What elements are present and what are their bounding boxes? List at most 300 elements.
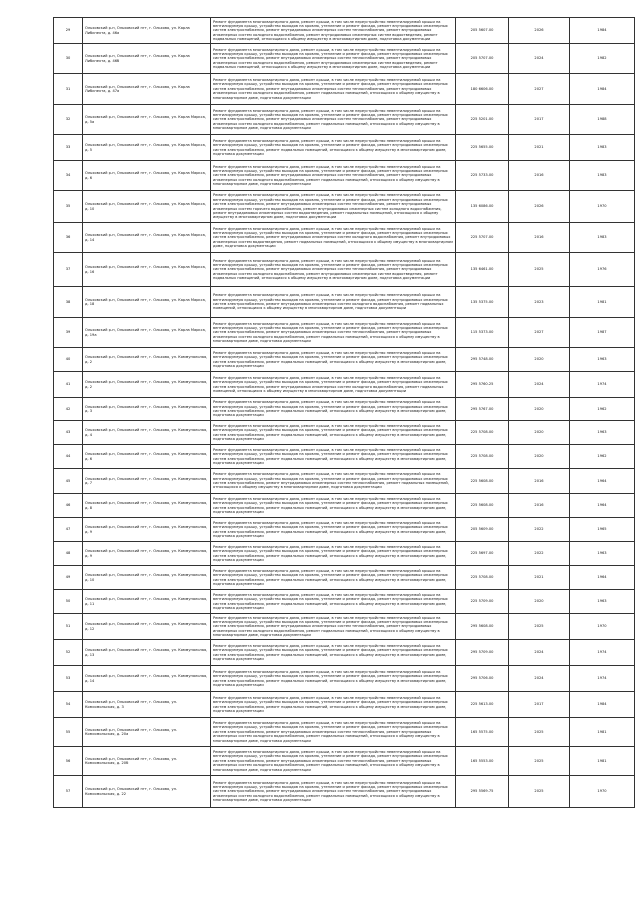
repair-year-cell [509,469,570,494]
building-area: 225 5708.00 [470,430,494,435]
table-row [54,44,635,74]
repair-works: Ремонт фундамента многоквартирного дома, ремонт крыши, в том числе переустройство невентилируемой крыши на вентилируемую крышу, устройство выходов на кровлю, утепление и ремонт фасада, ремонт внутридомовых инженерных систем электроснабжения, ремонт подвальных помещений, относящихся к общему имуществу в многоквартирном доме, подготовка документации [213,350,448,368]
table-row [54,692,635,718]
repair-year: 2025 [534,758,544,763]
building-area-cell [456,494,509,518]
repair-year-cell [509,666,570,692]
building-area-cell [456,566,509,590]
repair-works-cell [211,372,456,398]
row-number: 30 [65,56,71,61]
repair-works: Ремонт фундамента многоквартирного дома, ремонт крыши, в том числе переустройство невентилируемой крыши на вентилируемую крышу, устройство выходов на кровлю, утепление и ремонт фасада, ремонт внутридомовых инженерных систем электроснабжения, ремонт подвальных помещений, относящихся к общему имуществу в многоквартирном доме, подготовка документации [213,138,448,156]
building-address-cell [83,494,211,518]
building-address-cell [83,421,211,445]
building-address: Ольховский р-н, Ольховский пгт, г. Ольхово, ул. Комсомольская, д. 20б [85,756,178,765]
building-address: Ольховский р-н, Ольховский пгт, г. Ольхово, ул. Карла Либкнехта, д. 46б [85,54,190,63]
building-address-cell [83,640,211,666]
building-address: Ольховский р-н, Ольховский пгт, г. Ольхово, ул. Коммунальная, д. 4 [85,428,208,437]
building-address-cell [83,566,211,590]
row-number: 46 [65,503,71,508]
construction-year: 1962 [597,454,607,459]
building-address: Ольховский р-н, Ольховский пгт, г. Ольхово, ул. Коммунальная, д. 9 [85,525,208,534]
building-address-cell [83,469,211,494]
table-body [54,18,635,808]
building-address-cell [83,445,211,469]
row-number: 38 [65,299,71,304]
construction-year-cell [570,44,635,74]
building-area-cell [456,348,509,372]
building-area-cell [456,253,509,287]
row-number-cell [54,666,83,692]
construction-year-cell [570,223,635,253]
building-address: Ольховский р-н, Ольховский пгт, г. Ольхово, ул. Карла Маркса, д. 5 [85,143,206,152]
building-area-cell [456,590,509,614]
construction-year-cell [570,372,635,398]
row-number-cell [54,135,83,161]
construction-year: 1976 [597,267,607,272]
building-area: 225 5201.00 [470,117,494,122]
construction-year-cell [570,776,635,808]
repair-year: 2020 [534,454,544,459]
building-area: 180 6606.00 [470,86,494,91]
building-area-cell [456,135,509,161]
building-address: Ольховский р-н, Ольховский пгт, г. Ольхово, ул. Комсомольская, д. 3 [85,700,178,709]
repair-works-cell [211,421,456,445]
building-address: Ольховский р-н, Ольховский пгт, г. Ольхово, ул. Коммунальная, д. 13 [85,648,208,657]
repair-works-cell [211,542,456,566]
repair-year-cell [509,718,570,747]
repair-works-cell [211,445,456,469]
repair-works-cell [211,18,456,44]
construction-year-cell [570,614,635,640]
building-address: Ольховский р-н, Ольховский пгт, г. Ольхово, ул. Коммунальная, д. 6 [85,452,208,461]
building-address: Ольховский р-н, Ольховский пгт, г. Ольхово, ул. Карла Маркса, д. 16 [85,265,206,274]
repair-year-cell [509,518,570,542]
repair-works: Ремонт фундамента многоквартирного дома, ремонт крыши, в том числе переустройство невентилируемой крыши на вентилируемую крышу, устройство выходов на кровлю, утепление и ремонт фасада, ремонт внутридомовых инженерных систем электроснабжения, ремонт подвальных помещений, относящихся к общему имуществу в многоквартирном доме, подготовка документации [213,643,448,661]
repair-year: 2020 [534,430,544,435]
repair-works-cell [211,718,456,747]
building-area: 225 5697.00 [470,551,494,556]
table-row [54,494,635,518]
repair-year-cell [509,253,570,287]
repair-year-cell [509,421,570,445]
repair-year-cell [509,161,570,191]
building-address: Ольховский р-н, Ольховский пгт, г. Ольхово, ул. Карла Маркса, д. 14 [85,233,206,242]
row-number: 40 [65,357,71,362]
building-address-cell [83,590,211,614]
repair-works-cell [211,318,456,348]
construction-year: 1981 [597,729,607,734]
repair-works: Ремонт фундамента многоквартирного дома, ремонт крыши, в том числе переустройство невентилируемой крыши на вентилируемую крышу, устройство выходов на кровлю, утепление и ремонт фасада, ремонт внутридомовых инженерных систем электроснабжения, ремонт внутридомовых инженерных систем теплоснабжения, ремонт внутридомовых инженерных систем холодного водоснабжения, ремонт внутридомовых инженерных систем водоотведения, ремонт подвальных помещений, относящихся к общему имуществу в многоквартирном доме, подготовка документации [213,19,448,42]
repair-year: 2025 [534,729,544,734]
building-address-cell [83,747,211,776]
construction-year: 1987 [597,330,607,335]
repair-year-cell [509,398,570,421]
repair-works: Ремонт фундамента многоквартирного дома, ремонт крыши, в том числе переустройство невентилируемой крыши на вентилируемую крышу, устройство выходов на кровлю, утепление и ремонт фасада, ремонт внутридомовых инженерных систем электроснабжения, ремонт подвальных помещений, относящихся к общему имуществу в многоквартирном доме, подготовка документации [213,496,448,514]
row-number: 55 [65,729,71,734]
construction-year-cell [570,287,635,318]
construction-year-cell [570,445,635,469]
construction-year: 1984 [597,28,607,33]
repair-year-cell [509,191,570,223]
construction-year-cell [570,542,635,566]
construction-year: 1974 [597,676,607,681]
table-row [54,590,635,614]
building-address-cell [83,74,211,105]
building-area-cell [456,445,509,469]
table-row [54,223,635,253]
construction-year: 1988 [597,117,607,122]
row-number-cell [54,718,83,747]
construction-year-cell [570,692,635,718]
table-row [54,776,635,808]
building-area-cell [456,161,509,191]
repair-works: Ремонт фундамента многоквартирного дома, ремонт крыши, в том числе переустройство невентилируемой крыши на вентилируемую крышу, устройство выходов на кровлю, утепление и ремонт фасада, ремонт внутридомовых инженерных систем электроснабжения, ремонт подвальных помещений, относящихся к общему имуществу в многоквартирном доме, подготовка документации [213,592,448,610]
building-area: 225 5707.00 [470,235,494,240]
building-area: 225 5709.00 [470,599,494,604]
building-address-cell [83,372,211,398]
construction-year-cell [570,398,635,421]
building-address: Ольховский р-н, Ольховский пгт, г. Ольхово, ул. Карла Либкнехта, д. 46а [85,26,190,35]
construction-year: 1983 [597,145,607,150]
building-area-cell [456,776,509,808]
table-row [54,445,635,469]
table-row [54,253,635,287]
repair-year-cell [509,494,570,518]
building-area-cell [456,74,509,105]
repair-year-cell [509,445,570,469]
repair-year-cell [509,542,570,566]
repair-works: Ремонт фундамента многоквартирного дома, ремонт крыши, в том числе переустройство невентилируемой крыши на вентилируемую крышу, устройство выходов на кровлю, утепление и ремонт фасада, ремонт внутридомовых инженерных систем электроснабжения, ремонт подвальных помещений, относящихся к общему имуществу в многоквартирном доме, подготовка документации [213,695,448,713]
building-area: 135 6086.00 [470,204,494,209]
row-number: 44 [65,454,71,459]
building-area: 295 5767.00 [470,406,494,411]
repair-year: 2020 [534,406,544,411]
row-number-cell [54,518,83,542]
row-number-cell [54,692,83,718]
building-address-cell [83,776,211,808]
row-number: 54 [65,702,71,707]
construction-year: 1970 [597,789,607,794]
building-area: 205 5609.00 [470,527,494,532]
building-area: 135 5375.00 [470,299,494,304]
repair-works-cell [211,747,456,776]
row-number: 42 [65,406,71,411]
repair-works-cell [211,614,456,640]
table-row [54,105,635,135]
building-address-cell [83,666,211,692]
construction-year-cell [570,105,635,135]
repair-works: Ремонт фундамента многоквартирного дома, ремонт крыши, в том числе переустройство невентилируемой крыши на вентилируемую крышу, устройство выходов на кровлю, утепление и ремонт фасада, ремонт внутридомовых инженерных систем электроснабжения, ремонт внутридомовых инженерных систем теплоснабжения, ремонт внутридомовых инженерных систем холодного водоснабжения, ремонт подвальных помещений, относящихся к общему имуществу в многоквартирном доме, подготовка документации [213,780,448,803]
building-area: 225 5655.00 [470,145,494,150]
building-area-cell [456,542,509,566]
building-area: 115 5373.00 [470,330,494,335]
repair-works: Ремонт фундамента многоквартирного дома, ремонт крыши, в том числе переустройство невентилируемой крыши на вентилируемую крышу, устройство выходов на кровлю, утепление и ремонт фасада, ремонт внутридомовых инженерных систем электроснабжения, ремонт подвальных помещений, относящихся к общему имуществу в многоквартирном доме, подготовка документации [213,544,448,562]
repair-works: Ремонт фундамента многоквартирного дома, ремонт крыши, в том числе переустройство невентилируемой крыши на вентилируемую крышу, устройство выходов на кровлю, утепление и ремонт фасада, ремонт внутридомовых инженерных систем электроснабжения, ремонт подвальных помещений, относящихся к общему имуществу в многоквартирном доме, подготовка документации [213,400,448,418]
repair-year-cell [509,318,570,348]
repair-works-cell [211,469,456,494]
building-area: 295 5569.75 [470,789,494,794]
repair-year-cell [509,135,570,161]
repair-works-cell [211,287,456,318]
construction-year: 1974 [597,650,607,655]
row-number-cell [54,44,83,74]
table-row [54,614,635,640]
building-address: Ольховский р-н, Ольховский пгт, г. Ольхово, ул. Карла Маркса, д. 6 [85,171,206,180]
repair-works-cell [211,74,456,105]
repair-works-cell [211,191,456,223]
repair-year: 2020 [534,599,544,604]
building-address: Ольховский р-н, Ольховский пгт, г. Ольхово, ул. Коммунальная, д. 14 [85,674,208,683]
building-area: 225 5708.00 [470,454,494,459]
document-page [53,17,608,808]
building-address-cell [83,44,211,74]
building-address: Ольховский р-н, Ольховский пгт, г. Ольхово, ул. Карла Либкнехта, д. 47а [85,84,190,93]
construction-year-cell [570,590,635,614]
construction-year: 1964 [597,503,607,508]
repair-works-cell [211,566,456,590]
table-row [54,18,635,44]
repair-year-cell [509,287,570,318]
building-area-cell [456,692,509,718]
building-area: 205 5707.00 [470,56,494,61]
row-number: 49 [65,575,71,580]
table-row [54,666,635,692]
building-address: Ольховский р-н, Ольховский пгт, г. Ольхово, ул. Коммунальная, д. 7 [85,476,208,485]
building-address-cell [83,105,211,135]
row-number-cell [54,348,83,372]
row-number-cell [54,287,83,318]
repair-works: Ремонт фундамента многоквартирного дома, ремонт крыши, в том числе переустройство невентилируемой крыши на вентилируемую крышу, устройство выходов на кровлю, утепление и ремонт фасада, ремонт внутридомовых инженерных систем электроснабжения, ремонт внутридомовых инженерных систем теплоснабжения, ремонт внутридомовых инженерных систем горячего водоснабжения, ремонт внутридомовых инженерных систем холодного водоснабжения, ремонт внутридомовых инженерных систем водоотведения, ремонт подвальных помещений, относящихся к общему имуществу в многоквартирном доме, подготовка документации [213,193,448,220]
repair-year: 2021 [534,575,544,580]
building-area-cell [456,640,509,666]
construction-year: 1963 [597,551,607,556]
building-area: 205 5607.00 [470,28,494,33]
repair-year-cell [509,44,570,74]
repair-year: 2016 [534,235,544,240]
construction-year: 1983 [597,235,607,240]
building-area-cell [456,44,509,74]
row-number-cell [54,494,83,518]
building-area: 295 5748.00 [470,357,494,362]
building-area: 295 5760.25 [470,382,494,387]
table-row [54,542,635,566]
table-row [54,191,635,223]
row-number-cell [54,776,83,808]
building-address: Ольховский р-н, Ольховский пгт, г. Ольхово, ул. Карла Маркса, д. 19а [85,328,206,337]
table-row [54,469,635,494]
table-row [54,74,635,105]
construction-year-cell [570,318,635,348]
construction-year-cell [570,253,635,287]
repair-year-cell [509,776,570,808]
construction-year: 1974 [597,382,607,387]
table-row [54,398,635,421]
repair-year: 2017 [534,702,544,707]
row-number: 33 [65,145,71,150]
repair-year: 2027 [534,86,544,91]
building-address: Ольховский р-н, Ольховский пгт, г. Ольхово, ул. Коммунальная, д. 10 [85,573,208,582]
construction-year-cell [570,666,635,692]
row-number-cell [54,74,83,105]
construction-year: 1984 [597,702,607,707]
row-number: 31 [65,86,71,91]
row-number-cell [54,372,83,398]
building-address-cell [83,287,211,318]
row-number: 47 [65,527,71,532]
building-address: Ольховский р-н, Ольховский пгт, г. Ольхово, ул. Карла Маркса, д. 18 [85,297,206,306]
repair-works-cell [211,135,456,161]
construction-year: 1963 [597,357,607,362]
repair-year: 2027 [534,330,544,335]
building-area: 225 5608.00 [470,503,494,508]
repair-year: 2022 [534,527,544,532]
construction-year: 1984 [597,86,607,91]
table-row [54,421,635,445]
table-row [54,747,635,776]
building-area-cell [456,469,509,494]
building-address-cell [83,161,211,191]
building-area-cell [456,666,509,692]
repair-year-cell [509,372,570,398]
row-number-cell [54,640,83,666]
repair-year: 2025 [534,789,544,794]
row-number: 53 [65,676,71,681]
row-number: 56 [65,758,71,763]
repair-year: 2024 [534,382,544,387]
row-number: 50 [65,599,71,604]
construction-year: 1970 [597,204,607,209]
row-number-cell [54,253,83,287]
building-address: Ольховский р-н, Ольховский пгт, г. Ольхово, ул. Коммунальная, д. 11 [85,597,208,606]
building-address: Ольховский р-н, Ольховский пгт, г. Ольхово, ул. Коммунальная, д. 8 [85,501,208,510]
table-row [54,372,635,398]
repair-year-cell [509,566,570,590]
building-area-cell [456,287,509,318]
building-area: 225 5708.00 [470,575,494,580]
building-address-cell [83,398,211,421]
table-row [54,718,635,747]
repair-works-cell [211,161,456,191]
building-address: Ольховский р-н, Ольховский пгт, г. Ольхово, ул. Карла Маркса, д. 5а [85,115,206,124]
construction-year-cell [570,640,635,666]
building-address-cell [83,253,211,287]
building-area-cell [456,518,509,542]
row-number: 37 [65,267,71,272]
construction-year-cell [570,161,635,191]
repair-works-cell [211,640,456,666]
table-row [54,161,635,191]
table-row [54,287,635,318]
repair-year-cell [509,747,570,776]
repair-works-cell [211,398,456,421]
row-number-cell [54,223,83,253]
row-number: 45 [65,478,71,483]
repair-year: 2025 [534,624,544,629]
repair-year: 2020 [534,357,544,362]
row-number: 51 [65,624,71,629]
repair-works: Ремонт фундамента многоквартирного дома, ремонт крыши, в том числе переустройство невентилируемой крыши на вентилируемую крышу, устройство выходов на кровлю, утепление и ремонт фасада, ремонт внутридомовых инженерных систем электроснабжения, ремонт внутридомовых инженерных систем теплоснабжения, ремонт внутридомовых инженерных систем холодного водоснабжения, ремонт подвальных помещений, относящихся к общему имуществу в многоквартирном доме, подготовка документации [213,750,448,772]
repair-year: 2025 [534,267,544,272]
repair-works: Ремонт фундамента многоквартирного дома, ремонт крыши, в том числе переустройство невентилируемой крыши на вентилируемую крышу, устройство выходов на кровлю, утепление и ремонт фасада, ремонт внутридомовых инженерных систем электроснабжения, ремонт внутридомовых инженерных систем холодного водоснабжения, ремонт внутридомовых инженерных систем водоотведения, ремонт подвальных помещений, относящихся к общему имуществу в многоквартирном доме, подготовка документации [213,226,453,249]
repair-year-cell [509,590,570,614]
repair-works-cell [211,253,456,287]
repair-works: Ремонт фундамента многоквартирного дома, ремонт крыши, в том числе переустройство невентилируемой крыши на вентилируемую крышу, устройство выходов на кровлю, утепление и ремонт фасада, ремонт внутридомовых инженерных систем электроснабжения, ремонт внутридомовых инженерных систем холодного водоснабжения, ремонт подвальных помещений, относящихся к общему имуществу в многоквартирном доме, подготовка документации [213,375,448,393]
repair-year: 2026 [534,204,544,209]
repair-works-cell [211,494,456,518]
building-address-cell [83,135,211,161]
construction-year: 1962 [597,406,607,411]
building-area-cell [456,421,509,445]
building-area-cell [456,105,509,135]
building-area-cell [456,318,509,348]
row-number-cell [54,421,83,445]
construction-year-cell [570,494,635,518]
row-number: 32 [65,117,71,122]
building-area: 165 5553.00 [470,758,494,763]
construction-year: 1981 [597,758,607,763]
construction-year-cell [570,348,635,372]
building-address-cell [83,348,211,372]
repair-works: Ремонт фундамента многоквартирного дома, ремонт крыши, в том числе переустройство невентилируемой крыши на вентилируемую крышу, устройство выходов на кровлю, утепление и ремонт фасада, ремонт внутридомовых инженерных систем электроснабжения, ремонт внутридомовых инженерных систем теплоснабжения, ремонт внутридомовых инженерных систем холодного водоснабжения, ремонт подвальных помещений, относящихся к общему имуществу в многоквартирном доме, подготовка документации [213,615,448,638]
row-number-cell [54,105,83,135]
row-number-cell [54,566,83,590]
repair-works: Ремонт фундамента многоквартирного дома, ремонт крыши, в том числе переустройство невентилируемой крыши на вентилируемую крышу, устройство выходов на кровлю, утепление и ремонт фасада, ремонт внутридомовых инженерных систем электроснабжения, ремонт подвальных помещений, относящихся к общему имуществу в многоквартирном доме, подготовка документации [213,520,448,538]
repair-works: Ремонт фундамента многоквартирного дома, ремонт крыши, в том числе переустройство невентилируемой крыши на вентилируемую крышу, устройство выходов на кровлю, утепление и ремонт фасада, ремонт внутридомовых инженерных систем электроснабжения, ремонт подвальных помещений, относящихся к общему имуществу в многоквартирном доме, подготовка документации [213,669,448,687]
repair-year: 2026 [534,28,544,33]
construction-year-cell [570,566,635,590]
repair-year: 2024 [534,56,544,61]
repair-year: 2016 [534,503,544,508]
construction-year-cell [570,74,635,105]
row-number: 34 [65,173,71,178]
construction-year: 1981 [597,299,607,304]
building-area: 225 5733.00 [470,173,494,178]
repair-works-cell [211,776,456,808]
construction-year: 1964 [597,575,607,580]
row-number: 36 [65,235,71,240]
repair-works: Ремонт фундамента многоквартирного дома, ремонт крыши, в том числе переустройство невентилируемой крыши на вентилируемую крышу, устройство выходов на кровлю, утепление и ремонт фасада, ремонт внутридомовых инженерных систем электроснабжения, ремонт внутридомовых инженерных систем теплоснабжения, ремонт внутридомовых инженерных систем холодного водоснабжения, ремонт подвальных помещений, относящихся к общему имуществу в многоквартирном доме, подготовка документации [213,108,448,131]
row-number-cell [54,590,83,614]
repair-year-cell [509,614,570,640]
building-area: 225 5608.00 [470,478,494,483]
building-address-cell [83,692,211,718]
row-number-cell [54,542,83,566]
construction-year: 1965 [597,527,607,532]
building-area-cell [456,18,509,44]
building-area-cell [456,614,509,640]
building-address: Ольховский р-н, Ольховский пгт, г. Ольхово, ул. Коммунальная, д. 3 [85,404,208,413]
building-area-cell [456,747,509,776]
row-number-cell [54,445,83,469]
construction-year-cell [570,135,635,161]
row-number: 35 [65,204,71,209]
repair-year: 2016 [534,478,544,483]
table-row [54,518,635,542]
repair-year-cell [509,18,570,44]
repair-works: Ремонт фундамента многоквартирного дома, ремонт крыши, в том числе переустройство невентилируемой крыши на вентилируемую крышу, устройство выходов на кровлю, утепление и ремонт фасада, ремонт внутридомовых инженерных систем электроснабжения, ремонт внутридомовых инженерных систем теплоснабжения, ремонт внутридомовых инженерных систем холодного водоснабжения, ремонт внутридомовых инженерных систем водоотведения, ремонт подвальных помещений, относящихся к общему имуществу в многоквартирном доме, подготовка документации [213,258,448,281]
building-address: Ольховский р-н, Ольховский пгт, г. Ольхово, ул. Комсомольская, д. 22 [85,787,178,796]
building-area: 225 5613.00 [470,702,494,707]
building-address: Ольховский р-н, Ольховский пгт, г. Ольхово, ул. Коммунальная, д. 12 [85,622,208,631]
repair-works: Ремонт фундамента многоквартирного дома, ремонт крыши, в том числе переустройство невентилируемой крыши на вентилируемую крышу, устройство выходов на кровлю, утепление и ремонт фасада, ремонт внутридомовых инженерных систем электроснабжения, ремонт внутридомовых инженерных систем теплоснабжения, ремонт внутридомовых инженерных систем холодного водоснабжения, ремонт внутридомовых инженерных систем водоотведения, ремонт подвальных помещений, относящихся к общему имуществу в многоквартирном доме, подготовка документации [213,47,448,70]
building-area-cell [456,191,509,223]
repair-schedule-table [53,17,635,808]
repair-works: Ремонт фундамента многоквартирного дома, ремонт крыши, в том числе переустройство невентилируемой крыши на вентилируемую крышу, устройство выходов на кровлю, утепление и ремонт фасада, ремонт внутридомовых инженерных систем электроснабжения, ремонт внутридомовых инженерных систем теплоснабжения, ремонт внутридомовых инженерных систем холодного водоснабжения, ремонт подвальных помещений, относящихся к общему имуществу в многоквартирном доме, подготовка документации [213,321,448,344]
repair-works: Ремонт фундамента многоквартирного дома, ремонт крыши, в том числе переустройство невентилируемой крыши на вентилируемую крышу, устройство выходов на кровлю, утепление и ремонт фасада, ремонт внутридомовых инженерных систем электроснабжения, ремонт подвальных помещений, относящихся к общему имуществу в многоквартирном доме, подготовка документации [213,447,448,465]
row-number-cell [54,18,83,44]
construction-year: 1982 [597,56,607,61]
repair-year: 2016 [534,173,544,178]
